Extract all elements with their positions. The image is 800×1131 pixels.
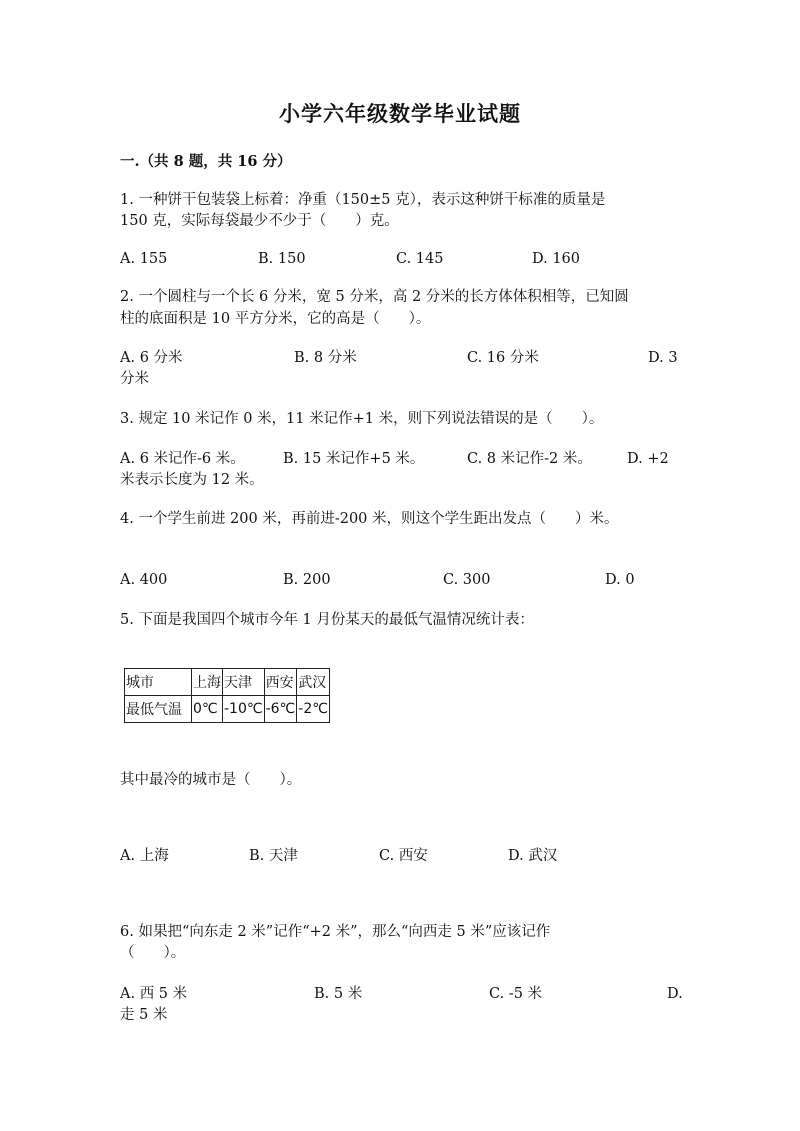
table-cell: 天津 bbox=[223, 669, 265, 696]
question-1-option-d: D. 160 bbox=[532, 251, 581, 267]
question-2-option-c: C. 16 分米 bbox=[467, 350, 539, 366]
question-6-option-a: A. 西 5 米 bbox=[120, 986, 188, 1002]
question-4-line-1: 4. 一个学生前进 200 米，再前进-200 米，则这个学生距出发点（ ）米。 bbox=[120, 511, 619, 527]
question-4-option-a: A. 400 bbox=[120, 572, 168, 588]
question-1-option-b: B. 150 bbox=[258, 251, 306, 267]
table-row bbox=[125, 669, 330, 696]
question-2-line-1: 2. 一个圆柱与一个长 6 分米，宽 5 分米，高 2 分米的长方体体积相等，已知圆 bbox=[120, 289, 629, 305]
table-cell: 武汉 bbox=[297, 669, 330, 696]
table-cell: 城市 bbox=[125, 669, 192, 696]
table-cell: -6℃ bbox=[264, 696, 297, 723]
question-5-option-b: B. 天津 bbox=[249, 848, 298, 864]
question-1-line-2: 150 克，实际每袋最少不少于（ ）克。 bbox=[120, 213, 399, 229]
question-1-line-1: 1. 一种饼干包装袋上标着：净重（150±5 克），表示这种饼干标准的质量是 bbox=[120, 192, 606, 208]
table-cell: 西安 bbox=[264, 669, 297, 696]
question-2-option-d: D. 3 bbox=[648, 350, 678, 366]
table-cell: 最低气温 bbox=[125, 696, 192, 723]
question-3-option-a: A. 6 米记作-6 米。 bbox=[120, 451, 245, 467]
table-cell: -10℃ bbox=[223, 696, 265, 723]
question-3-option-d-wrap: 米表示长度为 12 米。 bbox=[120, 472, 264, 488]
page-title: 小学六年级数学毕业试题 bbox=[279, 101, 521, 126]
question-4-option-d: D. 0 bbox=[605, 572, 635, 588]
question-6-option-d: D. bbox=[667, 986, 683, 1002]
section-heading: 一.（共 8 题，共 16 分） bbox=[120, 153, 292, 170]
question-5-option-a: A. 上海 bbox=[120, 848, 169, 864]
question-2-option-b: B. 8 分米 bbox=[294, 350, 357, 366]
question-3-option-d: D. +2 bbox=[627, 451, 669, 467]
question-3-option-c: C. 8 米记作-2 米。 bbox=[467, 451, 592, 467]
table-cell: 上海 bbox=[192, 669, 223, 696]
question-1-option-c: C. 145 bbox=[396, 251, 444, 267]
question-4-option-b: B. 200 bbox=[283, 572, 331, 588]
question-4-option-c: C. 300 bbox=[443, 572, 491, 588]
question-3-line-1: 3. 规定 10 米记作 0 米，11 米记作+1 米，则下列说法错误的是（ ）。 bbox=[120, 411, 604, 427]
question-2-option-a: A. 6 分米 bbox=[120, 350, 183, 366]
question-5-prompt: 其中最冷的城市是（ ）。 bbox=[120, 772, 302, 788]
temperature-table bbox=[124, 668, 330, 723]
question-6-line-1: 6. 如果把“向东走 2 米”记作“+2 米”，那么“向西走 5 米”应该记作 bbox=[120, 924, 551, 940]
question-1-option-a: A. 155 bbox=[120, 251, 168, 267]
question-6-option-c: C. -5 米 bbox=[489, 986, 543, 1002]
question-5-line-1: 5. 下面是我国四个城市今年 1 月份某天的最低气温情况统计表： bbox=[120, 612, 534, 628]
question-5-option-d: D. 武汉 bbox=[508, 848, 558, 864]
question-2-line-2: 柱的底面积是 10 平方分米，它的高是（ ）。 bbox=[120, 311, 431, 327]
question-3-option-b: B. 15 米记作+5 米。 bbox=[283, 451, 425, 467]
table-cell: -2℃ bbox=[297, 696, 330, 723]
table-row bbox=[125, 696, 330, 723]
question-6-option-b: B. 5 米 bbox=[314, 986, 363, 1002]
question-6-option-d-wrap: 走 5 米 bbox=[120, 1007, 168, 1023]
question-6-line-2: （ ）。 bbox=[120, 945, 186, 961]
table-cell: 0℃ bbox=[192, 696, 223, 723]
question-2-option-d-wrap: 分米 bbox=[120, 371, 149, 387]
question-5-option-c: C. 西安 bbox=[379, 848, 428, 864]
